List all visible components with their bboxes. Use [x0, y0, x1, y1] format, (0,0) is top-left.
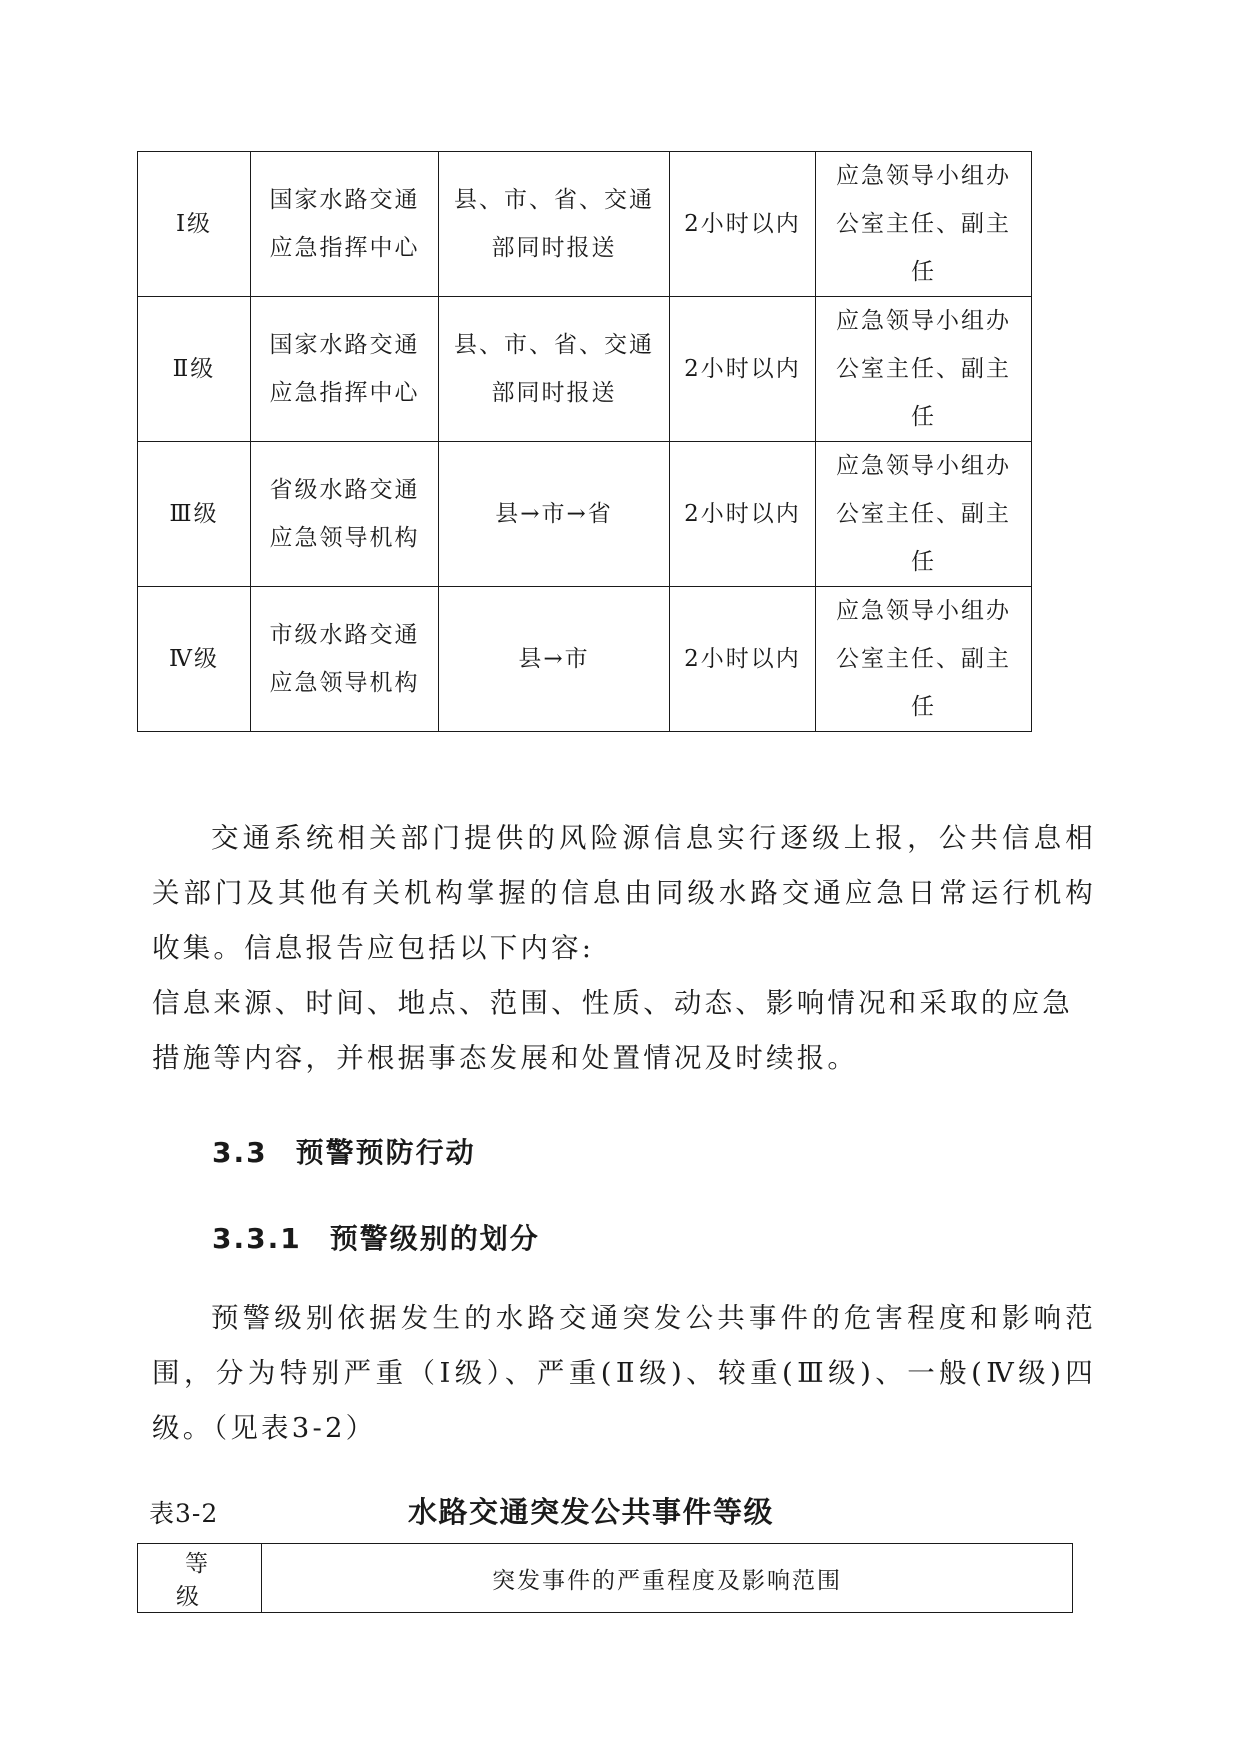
report-route-cell: 县→市→省 — [439, 442, 670, 587]
level-cell: Ⅰ级 — [138, 152, 251, 297]
paragraph-warning-levels: 预警级别依据发生的水路交通突发公共事件的危害程度和影响范围，分为特别严重（Ⅰ级）、严重(Ⅱ级)、较重(Ⅲ级)、一般(Ⅳ级)四级。（见表3-2） — [152, 1302, 1096, 1444]
level-cell: Ⅳ级 — [138, 587, 251, 732]
time-limit-cell: 2小时以内 — [670, 152, 816, 297]
recipient-cell: 应急领导小组办公室主任、副主任 — [816, 152, 1032, 297]
report-route-cell: 县→市 — [439, 587, 670, 732]
time-limit-cell: 2小时以内 — [670, 297, 816, 442]
paragraph-info-contents: 信息来源、时间、地点、范围、性质、动态、影响情况和采取的应急措施等内容，并根据事态发展和处置情况及时续报。 — [152, 987, 1073, 1074]
table-row — [138, 442, 1032, 587]
section-heading: 3.3 预警预防行动 — [212, 1136, 476, 1169]
command-center-cell: 市级水路交通应急领导机构 — [251, 587, 439, 732]
report-procedure-table — [137, 151, 1032, 732]
table-label: 表3-2 — [149, 1499, 219, 1528]
command-center-cell: 国家水路交通应急指挥中心 — [251, 152, 439, 297]
table-row — [138, 587, 1032, 732]
table-header-row — [138, 1544, 1073, 1613]
time-limit-cell: 2小时以内 — [670, 442, 816, 587]
recipient-cell: 应急领导小组办公室主任、副主任 — [816, 587, 1032, 732]
command-center-cell: 国家水路交通应急指挥中心 — [251, 297, 439, 442]
command-center-cell: 省级水路交通应急领导机构 — [251, 442, 439, 587]
table-title: 水路交通突发公共事件等级 — [408, 1495, 775, 1529]
table-row — [138, 297, 1032, 442]
report-route-cell: 县、市、省、交通部同时报送 — [439, 152, 670, 297]
time-limit-cell: 2小时以内 — [670, 587, 816, 732]
subsection-heading: 3.3.1 预警级别的划分 — [212, 1222, 540, 1255]
paragraph-info-reporting: 交通系统相关部门提供的风险源信息实行逐级上报，公共信息相关部门及其他有关机构掌握的信息由同级水路交通应急日常运行机构收集。信息报告应包括以下内容: — [152, 822, 1096, 964]
report-route-cell: 县、市、省、交通部同时报送 — [439, 297, 670, 442]
recipient-cell: 应急领导小组办公室主任、副主任 — [816, 297, 1032, 442]
level-cell: Ⅲ级 — [138, 442, 251, 587]
event-level-table — [137, 1543, 1073, 1613]
table-row — [138, 152, 1032, 297]
level-cell: Ⅱ级 — [138, 297, 251, 442]
header-level: 等 级 — [138, 1544, 262, 1613]
recipient-cell: 应急领导小组办公室主任、副主任 — [816, 442, 1032, 587]
header-severity: 突发事件的严重程度及影响范围 — [262, 1544, 1073, 1613]
